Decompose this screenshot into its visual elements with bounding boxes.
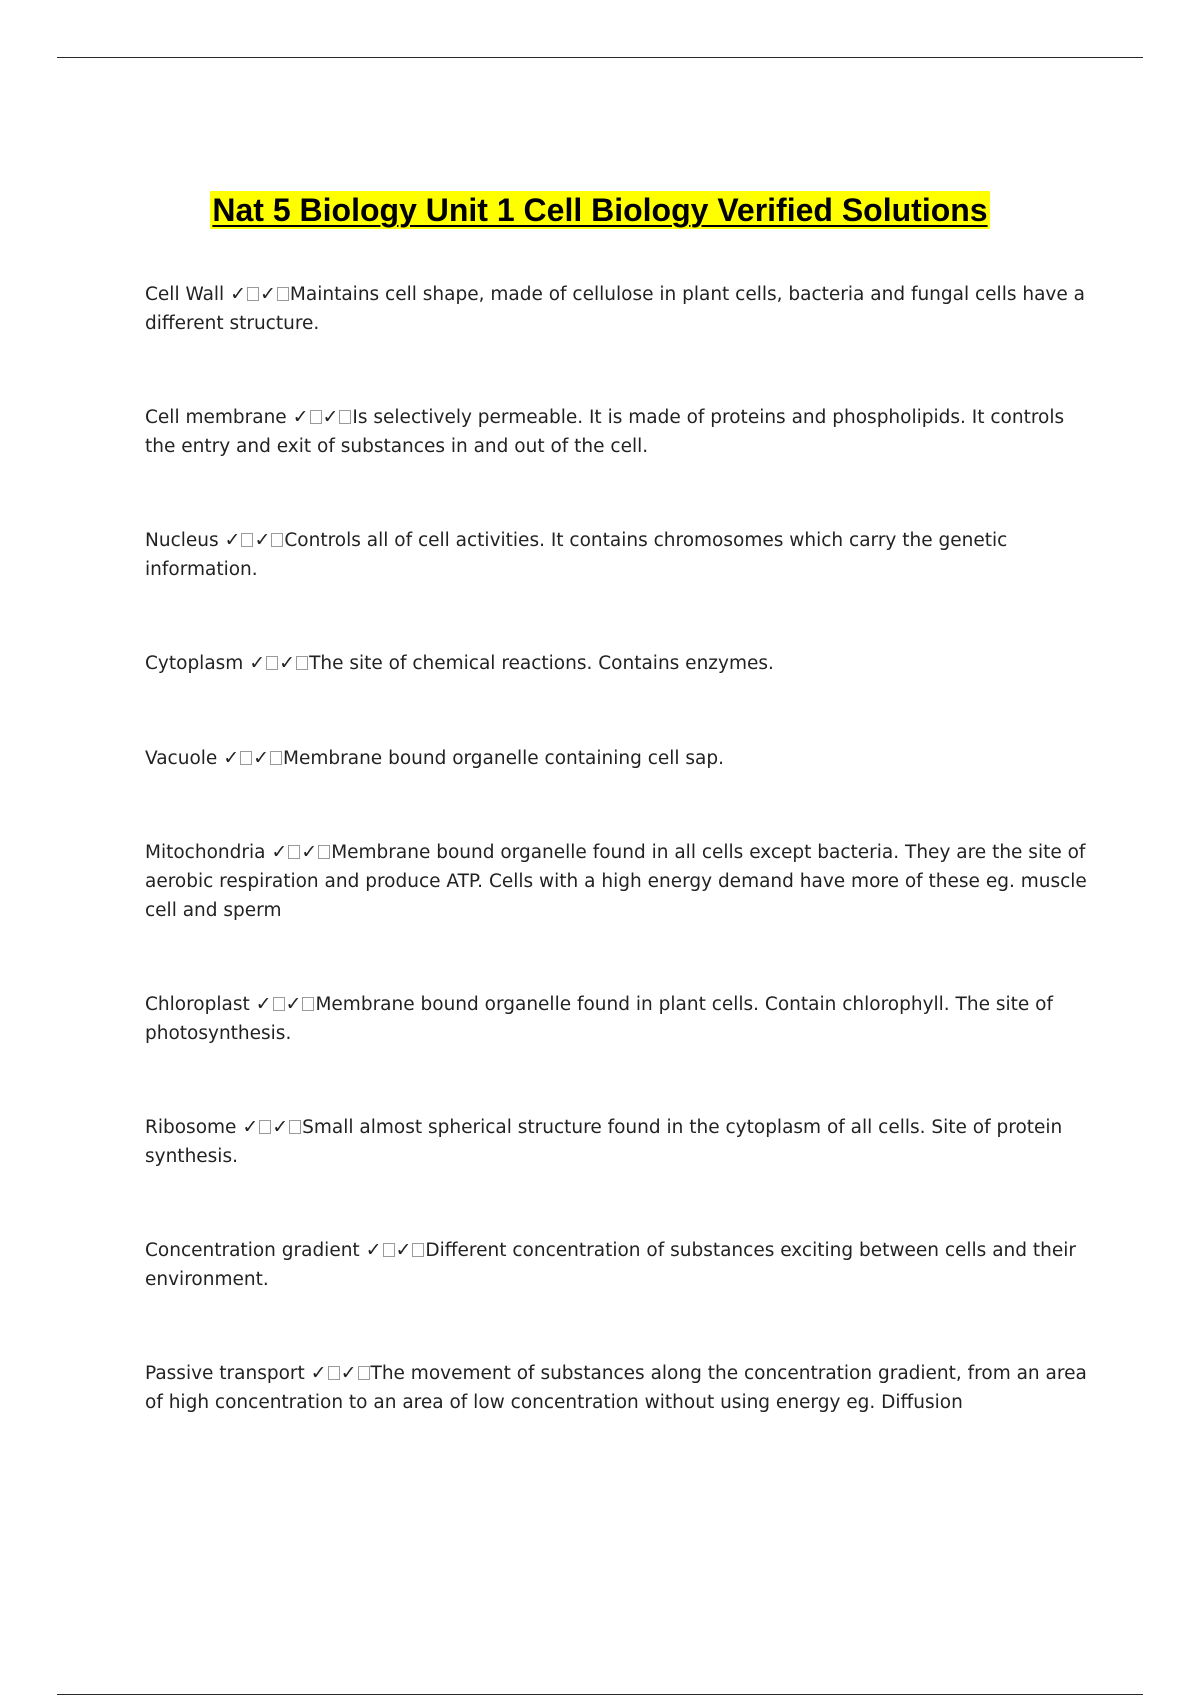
entry-chloroplast: [145, 990, 1090, 1048]
entry-definition: Maintains cell shape, made of cellulose in plant cells, bacteria and fungal cells have a different structure.: [145, 284, 1085, 334]
check-icon: ✓: [271, 841, 288, 863]
entry-definition: The site of chemical reactions. Contains enzymes.: [309, 653, 774, 674]
box-icon: [289, 1120, 301, 1134]
entry-cytoplasm: [145, 649, 1090, 678]
box-icon: [383, 1243, 395, 1257]
entry-vacuole: [145, 744, 1090, 773]
box-icon: [302, 997, 314, 1011]
check-icon: ✓: [254, 529, 271, 551]
check-icon: ✓: [395, 1239, 412, 1261]
entry-passive-transport: [145, 1359, 1090, 1417]
box-icon: [273, 997, 285, 1011]
entry-cell-wall: [145, 280, 1090, 338]
entry-term: Cell Wall: [145, 284, 225, 305]
entry-definition: Membrane bound organelle containing cell sap.: [283, 748, 725, 769]
check-icon: ✓: [272, 1116, 289, 1138]
entry-term: Ribosome: [145, 1117, 237, 1138]
check-icon: ✓: [292, 406, 309, 428]
box-icon: [288, 845, 300, 859]
box-icon: [266, 656, 278, 670]
entry-definition: The movement of substances along the concentration gradient, from an area of high concentration to an area of low concentration without using energy eg. Diffusion: [145, 1363, 1087, 1413]
entry-term: Cell membrane: [145, 407, 287, 428]
box-icon: [412, 1243, 424, 1257]
entry-term: Nucleus: [145, 530, 219, 551]
check-icon: ✓: [223, 747, 240, 769]
check-icon: ✓: [242, 1116, 259, 1138]
entry-definition: Is selectively permeable. It is made of proteins and phospholipids. It controls the entry and exit of substances in and out of the cell.: [145, 407, 1065, 457]
box-icon: [310, 410, 322, 424]
box-icon: [241, 533, 253, 547]
entry-definition: Small almost spherical structure found in the cytoplasm of all cells. Site of protein synthesis.: [145, 1117, 1063, 1167]
box-icon: [270, 751, 282, 765]
box-icon: [328, 1366, 340, 1380]
entry-term: Chloroplast: [145, 994, 250, 1015]
check-icon: ✓: [260, 283, 276, 305]
entry-definition: Different concentration of substances exciting between cells and their environment.: [145, 1240, 1076, 1290]
page-title: Nat 5 Biology Unit 1 Cell Biology Verified Solutions: [212, 192, 988, 228]
top-rule: [57, 57, 1143, 58]
check-icon: ✓: [224, 529, 241, 551]
check-icon: ✓: [253, 747, 270, 769]
entry-term: Mitochondria: [145, 842, 266, 863]
entry-concentration-gradient: [145, 1236, 1090, 1294]
box-icon: [277, 287, 289, 301]
check-icon: ✓: [255, 993, 272, 1015]
check-icon: ✓: [230, 283, 246, 305]
entry-term: Cytoplasm: [145, 653, 244, 674]
box-icon: [240, 751, 252, 765]
entry-mitochondria: [145, 838, 1090, 925]
check-icon: ✓: [249, 652, 266, 674]
check-icon: ✓: [340, 1362, 357, 1384]
check-icon: ✓: [285, 993, 302, 1015]
bottom-rule: [57, 1694, 1143, 1695]
check-icon: ✓: [279, 652, 296, 674]
check-icon: ✓: [301, 841, 318, 863]
box-icon: [247, 287, 259, 301]
entry-ribosome: [145, 1113, 1090, 1171]
box-icon: [339, 410, 351, 424]
box-icon: [296, 656, 308, 670]
check-icon: ✓: [365, 1239, 382, 1261]
box-icon: [358, 1366, 370, 1380]
entry-definition: Controls all of cell activities. It contains chromosomes which carry the genetic information.: [145, 530, 1008, 580]
entry-term: Passive transport: [145, 1363, 305, 1384]
entry-cell-membrane: [145, 403, 1090, 461]
check-icon: ✓: [310, 1362, 327, 1384]
box-icon: [271, 533, 283, 547]
check-icon: ✓: [322, 406, 339, 428]
entry-nucleus: [145, 526, 1090, 584]
box-icon: [259, 1120, 271, 1134]
entry-term: Vacuole: [145, 748, 218, 769]
title-container: [0, 191, 1200, 229]
box-icon: [318, 845, 330, 859]
entry-definition: Membrane bound organelle found in plant cells. Contain chlorophyll. The site of photosynthesis.: [145, 994, 1053, 1044]
entry-term: Concentration gradient: [145, 1240, 360, 1261]
entry-definition: Membrane bound organelle found in all cells except bacteria. They are the site of aerobic respiration and produce ATP. Cells with a high energy demand have more of these eg. muscle cell and sperm: [145, 842, 1087, 921]
